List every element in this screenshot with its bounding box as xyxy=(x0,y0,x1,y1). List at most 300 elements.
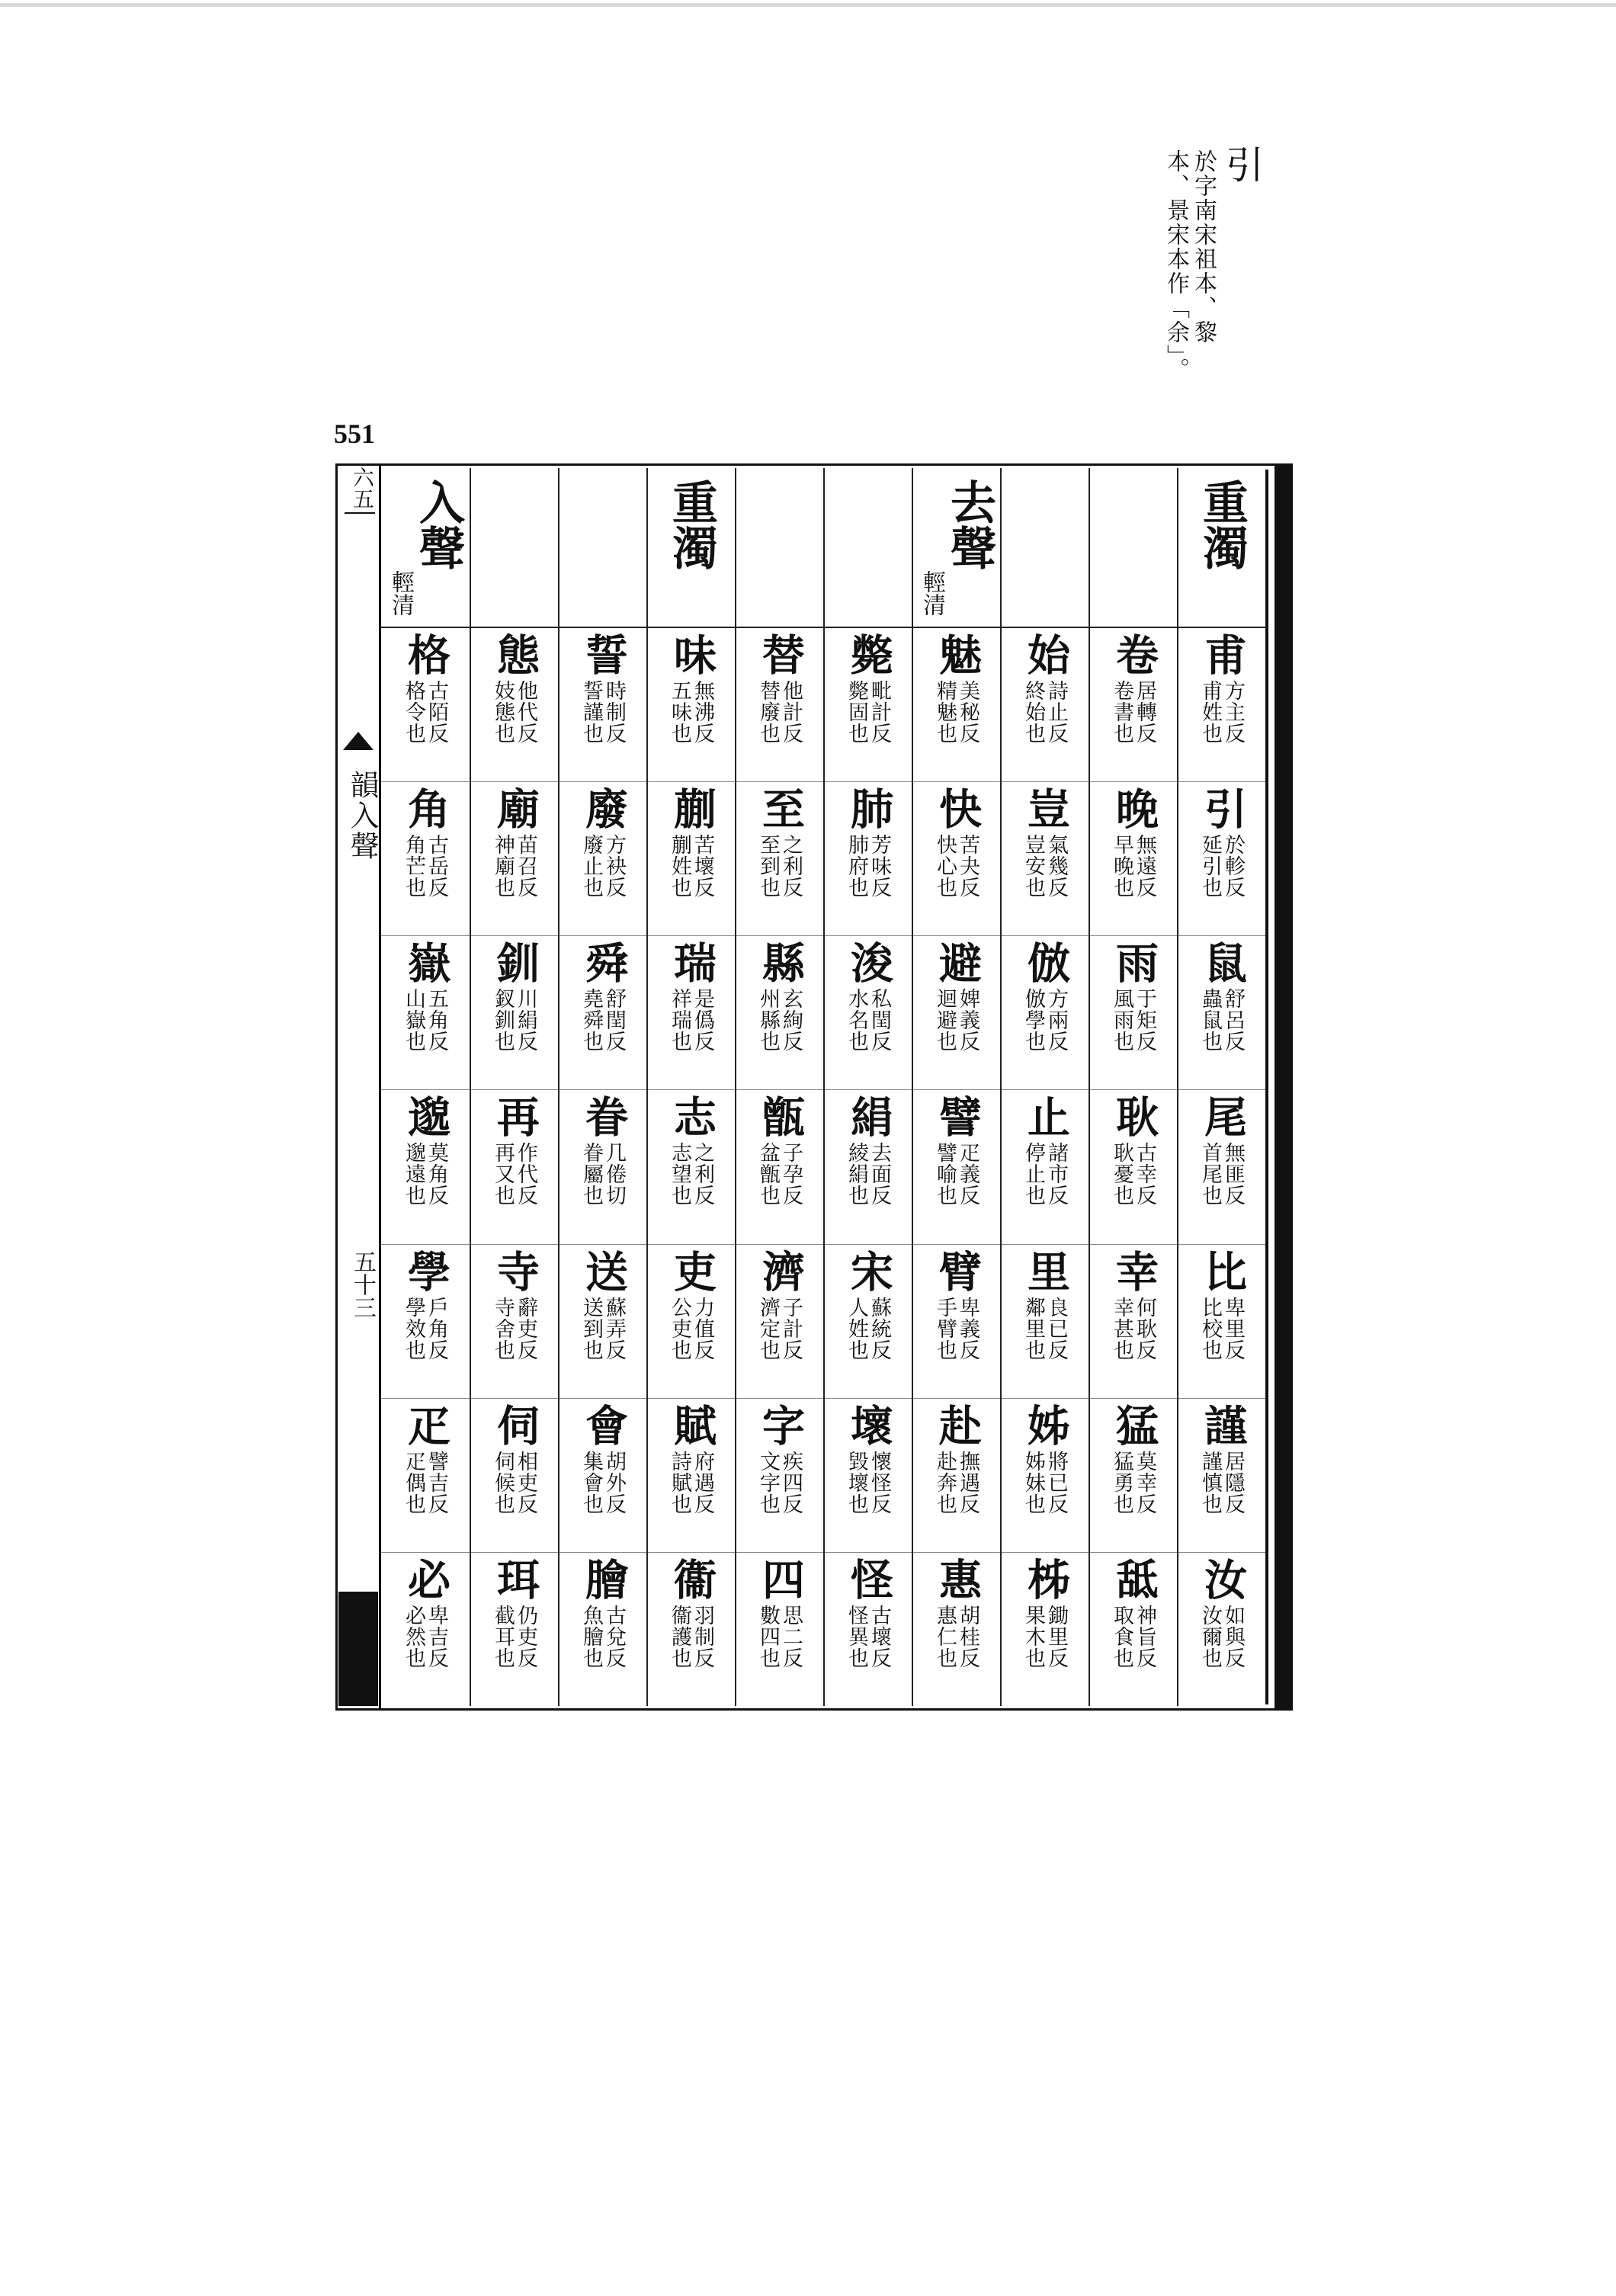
definition: 赴奔也 xyxy=(933,1450,957,1515)
definition: 鄰里也 xyxy=(1021,1296,1045,1361)
dictionary-entry xyxy=(1002,1553,1089,1706)
column-7 xyxy=(646,468,735,1706)
fanqie: 他計反 xyxy=(779,680,803,744)
headword: 里 xyxy=(1021,1249,1071,1292)
fore-edge-folio: 五十三 xyxy=(349,1250,376,1319)
dictionary-entry xyxy=(381,1245,470,1399)
fanqie: 是僞反 xyxy=(691,988,714,1053)
definition: 祥瑞也 xyxy=(668,988,691,1053)
dictionary-entry xyxy=(648,936,735,1090)
fanqie: 私閏反 xyxy=(867,988,891,1053)
dictionary-entry xyxy=(1090,1399,1177,1553)
dictionary-entry xyxy=(913,628,1000,782)
fanqie: 戶角反 xyxy=(425,1296,448,1361)
headword: 疋 xyxy=(401,1403,451,1446)
definition: 延引也 xyxy=(1198,834,1222,899)
fanqie: 如與反 xyxy=(1221,1604,1245,1669)
fanqie: 蘇弄反 xyxy=(602,1296,626,1361)
headword: 謹 xyxy=(1198,1403,1248,1446)
gloss xyxy=(580,1297,624,1361)
dictionary-entry xyxy=(913,1399,1000,1553)
gloss xyxy=(757,1451,801,1515)
definition: 數四也 xyxy=(756,1604,780,1669)
gloss xyxy=(934,680,978,744)
headword: 甫 xyxy=(1198,633,1248,675)
fanqie: 苦夬反 xyxy=(956,834,980,899)
dictionary-entry xyxy=(825,1245,912,1399)
headword: 絹 xyxy=(844,1095,894,1138)
fanqie: 玄絢反 xyxy=(779,988,803,1053)
dictionary-entry xyxy=(825,936,912,1090)
dictionary-entry xyxy=(1090,1553,1177,1706)
fanqie: 蘇統反 xyxy=(867,1296,891,1361)
headword: 怪 xyxy=(844,1557,894,1600)
gloss xyxy=(757,988,801,1052)
fanqie: 古陌反 xyxy=(425,680,448,744)
gloss xyxy=(1111,1451,1155,1515)
fanqie: 毗計反 xyxy=(867,680,891,744)
fanqie: 居轉反 xyxy=(1133,680,1156,744)
gloss xyxy=(580,1605,624,1669)
definition: 山嶽也 xyxy=(402,988,425,1053)
category-subheading: 輕清 xyxy=(387,570,414,616)
fanqie: 懷怪反 xyxy=(867,1450,891,1515)
definition: 邈遠也 xyxy=(402,1142,425,1207)
fanqie: 諸市反 xyxy=(1044,1142,1068,1207)
headword: 快 xyxy=(932,787,983,830)
dictionary-entry xyxy=(736,1090,823,1244)
dictionary-entry xyxy=(560,628,646,782)
fanqie: 無沸反 xyxy=(691,680,714,744)
column-4 xyxy=(912,468,1000,1706)
dictionary-entry xyxy=(1002,628,1089,782)
definition: 豈安也 xyxy=(1021,834,1045,899)
definition: 學效也 xyxy=(402,1296,425,1361)
dictionary-entry xyxy=(471,782,558,936)
headword: 宋 xyxy=(844,1249,894,1292)
gloss xyxy=(934,988,978,1052)
definition: 人姓也 xyxy=(845,1296,868,1361)
gloss xyxy=(402,988,447,1052)
definition: 五味也 xyxy=(668,680,691,744)
fanqie: 疋義反 xyxy=(956,1142,980,1207)
headword: 卷 xyxy=(1109,633,1159,675)
definition: 猛勇也 xyxy=(1110,1450,1133,1515)
gloss xyxy=(757,1605,801,1669)
headword: 始 xyxy=(1021,633,1071,675)
dictionary-entry xyxy=(560,1245,646,1399)
headword: 肺 xyxy=(844,787,894,830)
dictionary-entry xyxy=(471,1245,558,1399)
definition: 耿憂也 xyxy=(1110,1142,1133,1207)
gloss xyxy=(1022,1142,1066,1206)
fanqie: 力值反 xyxy=(691,1296,714,1361)
headword: 珥 xyxy=(490,1557,540,1600)
note-headword: 引 xyxy=(1220,145,1264,183)
headword: 賦 xyxy=(667,1403,717,1446)
fanqie: 他代反 xyxy=(514,680,537,744)
column-5 xyxy=(823,468,912,1706)
headword: 格 xyxy=(401,633,451,675)
definition: 卷書也 xyxy=(1110,680,1133,744)
dictionary-entry xyxy=(648,1245,735,1399)
dictionary-entry xyxy=(471,1090,558,1244)
headword: 替 xyxy=(755,633,806,675)
fanqie: 居隱反 xyxy=(1221,1450,1245,1515)
dictionary-entry xyxy=(825,1090,912,1244)
column-3 xyxy=(1000,468,1089,1706)
headword: 舜 xyxy=(579,941,629,984)
gloss xyxy=(845,680,890,744)
dictionary-entry xyxy=(1090,628,1177,782)
headword: 邈 xyxy=(401,1095,451,1138)
definition: 果木也 xyxy=(1021,1604,1045,1669)
definition: 水名也 xyxy=(845,988,868,1053)
fanqie: 氣幾反 xyxy=(1044,834,1068,899)
tone-heading: 入聲 xyxy=(412,479,465,570)
fanqie: 古幸反 xyxy=(1133,1142,1156,1207)
dictionary-entry xyxy=(736,1399,823,1553)
fanqie: 古兌反 xyxy=(602,1604,626,1669)
headword: 送 xyxy=(579,1249,629,1292)
headword: 引 xyxy=(1198,787,1248,830)
definition: 早晚也 xyxy=(1110,834,1133,899)
dictionary-entry xyxy=(1002,1399,1089,1553)
definition: 怪異也 xyxy=(845,1604,868,1669)
editorial-note xyxy=(1162,145,1264,470)
headword: 釧 xyxy=(490,941,540,984)
headword: 字 xyxy=(755,1403,806,1446)
fanqie: 婢義反 xyxy=(956,988,980,1053)
fanqie: 何耿反 xyxy=(1133,1296,1156,1361)
dictionary-entry xyxy=(1090,936,1177,1090)
gloss xyxy=(402,1605,447,1669)
fanqie: 方袂反 xyxy=(602,834,626,899)
gloss xyxy=(1111,680,1155,744)
definition: 甫姓也 xyxy=(1198,680,1222,744)
definition: 神廟也 xyxy=(491,834,515,899)
fanqie: 美秘反 xyxy=(956,680,980,744)
gloss xyxy=(669,1142,713,1206)
definition: 廢止也 xyxy=(579,834,603,899)
dictionary-entry xyxy=(648,1553,735,1706)
fanqie: 古壞反 xyxy=(867,1604,891,1669)
fanqie: 將已反 xyxy=(1044,1450,1068,1515)
dictionary-entry xyxy=(913,1090,1000,1244)
definition: 倣學也 xyxy=(1021,988,1045,1053)
headword: 志 xyxy=(667,1095,717,1138)
fanqie: 作代反 xyxy=(514,1142,537,1207)
gloss xyxy=(757,1297,801,1361)
definition: 停止也 xyxy=(1021,1142,1045,1207)
fanqie: 方主反 xyxy=(1221,680,1245,744)
fore-edge-black-block xyxy=(338,1592,378,1706)
definition: 幸甚也 xyxy=(1110,1296,1133,1361)
fanqie: 苦壞反 xyxy=(691,834,714,899)
fanqie: 于矩反 xyxy=(1133,988,1156,1053)
glossary-grid xyxy=(381,468,1265,1706)
definition: 公吏也 xyxy=(668,1296,691,1361)
gloss xyxy=(845,988,890,1052)
column-header xyxy=(560,468,646,628)
fanqie: 於軫反 xyxy=(1221,834,1245,899)
dictionary-entry xyxy=(1090,782,1177,936)
gloss xyxy=(845,1142,890,1206)
definition: 誓謹也 xyxy=(579,680,603,744)
dictionary-entry xyxy=(913,1245,1000,1399)
fanqie: 思二反 xyxy=(779,1604,803,1669)
fanqie: 譬吉反 xyxy=(425,1450,448,1515)
gloss xyxy=(1022,1451,1066,1515)
headword: 赴 xyxy=(932,1403,983,1446)
fanqie: 疾四反 xyxy=(779,1450,803,1515)
definition: 迴避也 xyxy=(933,988,957,1053)
definition: 妓態也 xyxy=(491,680,515,744)
dictionary-entry xyxy=(560,1399,646,1553)
headword: 晚 xyxy=(1109,787,1159,830)
fanqie: 之利反 xyxy=(691,1142,714,1207)
dictionary-entry xyxy=(1178,1090,1265,1244)
fanqie: 子計反 xyxy=(779,1296,803,1361)
definition: 毀壞也 xyxy=(845,1450,868,1515)
headword: 耿 xyxy=(1109,1095,1159,1138)
dictionary-entry xyxy=(1090,1090,1177,1244)
definition: 截耳也 xyxy=(491,1604,515,1669)
headword: 瑞 xyxy=(667,941,717,984)
definition: 手臂也 xyxy=(933,1296,957,1361)
gloss xyxy=(1022,680,1066,744)
fanqie: 去面反 xyxy=(867,1142,891,1207)
fanqie: 卑里反 xyxy=(1221,1296,1245,1361)
headword: 臂 xyxy=(932,1249,983,1292)
column-header xyxy=(471,468,558,628)
definition: 必然也 xyxy=(402,1604,425,1669)
definition: 伺候也 xyxy=(491,1450,515,1515)
fanqie: 時制反 xyxy=(602,680,626,744)
dictionary-entry xyxy=(913,782,1000,936)
gloss xyxy=(492,988,536,1052)
headword: 雨 xyxy=(1109,941,1159,984)
dictionary-entry xyxy=(825,782,912,936)
headword: 會 xyxy=(579,1403,629,1446)
definition: 快心也 xyxy=(933,834,957,899)
headword: 學 xyxy=(401,1249,451,1292)
category-subheading: 輕清 xyxy=(919,570,945,616)
column-header xyxy=(825,468,912,628)
fanqie: 舒呂反 xyxy=(1221,988,1245,1053)
dictionary-entry xyxy=(1178,1399,1265,1553)
definition: 姊妹也 xyxy=(1021,1450,1045,1515)
gloss xyxy=(580,988,624,1052)
definition: 惠仁也 xyxy=(933,1604,957,1669)
gloss xyxy=(1022,834,1066,898)
gloss xyxy=(1199,1142,1243,1206)
fore-edge-title: 韻入聲 xyxy=(345,770,379,861)
fanqie: 川絹反 xyxy=(514,988,537,1053)
definition: 格令也 xyxy=(402,680,425,744)
fanqie: 芳味反 xyxy=(867,834,891,899)
headword: 縣 xyxy=(755,941,806,984)
gloss xyxy=(580,680,624,744)
headword: 廟 xyxy=(490,787,540,830)
headword: 鼠 xyxy=(1198,941,1248,984)
fanqie: 神旨反 xyxy=(1133,1604,1156,1669)
headword: 止 xyxy=(1021,1095,1071,1138)
fanqie: 辭吏反 xyxy=(514,1296,537,1361)
dictionary-entry xyxy=(736,782,823,936)
definition: 衞護也 xyxy=(668,1604,691,1669)
headword: 尾 xyxy=(1198,1095,1248,1138)
dictionary-entry xyxy=(825,1553,912,1706)
headword: 廢 xyxy=(579,787,629,830)
headword: 嶽 xyxy=(401,941,451,984)
scan-top-line xyxy=(0,3,1616,7)
gloss xyxy=(492,834,536,898)
fanqie: 舒閏反 xyxy=(602,988,626,1053)
headword: 壞 xyxy=(844,1403,894,1446)
fanqie: 鋤里反 xyxy=(1044,1604,1068,1669)
category-heading: 重濁 xyxy=(665,479,718,570)
column-6 xyxy=(735,468,823,1706)
headword: 浚 xyxy=(844,941,894,984)
dictionary-entry xyxy=(1090,1245,1177,1399)
note-text xyxy=(1163,149,1215,470)
gloss xyxy=(1199,834,1243,898)
fanqie: 卑吉反 xyxy=(425,1604,448,1669)
column-9 xyxy=(470,468,558,1706)
definition: 精魅也 xyxy=(933,680,957,744)
note-line-1: 於字南宋祖本、黎 xyxy=(1190,149,1217,345)
gloss xyxy=(1111,1605,1155,1669)
fanqie: 莫幸反 xyxy=(1133,1450,1156,1515)
dictionary-entry xyxy=(1178,782,1265,936)
gloss xyxy=(1111,834,1155,898)
fanqie: 卑義反 xyxy=(956,1296,980,1361)
dictionary-entry xyxy=(471,936,558,1090)
gloss xyxy=(492,680,536,744)
gloss xyxy=(669,1605,713,1669)
gloss xyxy=(757,1142,801,1206)
gloss xyxy=(1199,1605,1243,1669)
gloss xyxy=(669,1451,713,1515)
dictionary-entry xyxy=(381,1090,470,1244)
definition: 終始也 xyxy=(1021,680,1045,744)
dictionary-entry xyxy=(1178,936,1265,1090)
fanqie: 詩止反 xyxy=(1044,680,1068,744)
gloss xyxy=(934,1142,978,1206)
gloss xyxy=(1199,988,1243,1052)
headword: 角 xyxy=(401,787,451,830)
column-header xyxy=(1090,468,1177,628)
dictionary-entry xyxy=(381,1399,470,1553)
dictionary-entry xyxy=(381,1553,470,1706)
headword: 䑛 xyxy=(1109,1557,1159,1600)
definition: 文字也 xyxy=(756,1450,780,1515)
column-header xyxy=(736,468,823,628)
tone-heading: 去聲 xyxy=(943,479,996,570)
gloss xyxy=(934,834,978,898)
gloss xyxy=(580,834,624,898)
headword: 衞 xyxy=(667,1557,717,1600)
dictionary-entry xyxy=(825,1399,912,1553)
dictionary-entry xyxy=(648,1399,735,1553)
definition: 釵釧也 xyxy=(491,988,515,1053)
gloss xyxy=(1022,1605,1066,1669)
headword: 至 xyxy=(755,787,806,830)
gloss xyxy=(402,834,447,898)
gloss xyxy=(669,988,713,1052)
dictionary-entry xyxy=(736,628,823,782)
definition: 蒯姓也 xyxy=(668,834,691,899)
definition: 綾絹也 xyxy=(845,1142,868,1207)
gloss xyxy=(669,1297,713,1361)
frame-right-inner-rule xyxy=(1265,470,1268,1704)
fanqie: 無遠反 xyxy=(1133,834,1156,899)
column-header xyxy=(1002,468,1089,628)
dictionary-entry xyxy=(1002,1245,1089,1399)
gloss xyxy=(845,1605,890,1669)
column-header xyxy=(1178,468,1265,628)
gloss xyxy=(492,1605,536,1669)
definition: 比校也 xyxy=(1198,1296,1222,1361)
headword: 避 xyxy=(932,941,983,984)
gloss xyxy=(1111,1142,1155,1206)
gloss xyxy=(1199,1297,1243,1361)
definition: 替廢也 xyxy=(756,680,780,744)
definition: 汝爾也 xyxy=(1198,1604,1222,1669)
column-header xyxy=(648,468,735,628)
fanqie: 府遇反 xyxy=(691,1450,714,1515)
gloss xyxy=(580,1142,624,1206)
gloss xyxy=(934,1297,978,1361)
gloss xyxy=(845,834,890,898)
definition: 謹慎也 xyxy=(1198,1450,1222,1515)
gloss xyxy=(1022,988,1066,1052)
gloss xyxy=(580,1451,624,1515)
definition: 斃固也 xyxy=(845,680,868,744)
gloss xyxy=(669,834,713,898)
dictionary-entry xyxy=(471,1399,558,1553)
fanqie: 几倦切 xyxy=(602,1142,626,1207)
fanqie: 方兩反 xyxy=(1044,988,1068,1053)
dictionary-entry xyxy=(736,1553,823,1706)
fanqie: 羽制反 xyxy=(691,1604,714,1669)
headword: 幸 xyxy=(1109,1249,1159,1292)
headword: 寺 xyxy=(490,1249,540,1292)
fanqie: 古岳反 xyxy=(425,834,448,899)
headword: 再 xyxy=(490,1095,540,1138)
gloss xyxy=(845,1451,890,1515)
dictionary-entry xyxy=(648,1090,735,1244)
fanqie: 良已反 xyxy=(1044,1296,1068,1361)
fanqie: 之利反 xyxy=(779,834,803,899)
gloss xyxy=(757,834,801,898)
dictionary-entry xyxy=(381,782,470,936)
fanqie: 五角反 xyxy=(425,988,448,1053)
gloss xyxy=(492,1451,536,1515)
column-header xyxy=(381,468,470,628)
headword: 誓 xyxy=(579,633,629,675)
column-1 xyxy=(1177,468,1265,1706)
dictionary-entry xyxy=(825,628,912,782)
column-8 xyxy=(558,468,646,1706)
definition: 送到也 xyxy=(579,1296,603,1361)
fanqie: 子孕反 xyxy=(779,1142,803,1207)
definition: 詩賦也 xyxy=(668,1450,691,1515)
dictionary-entry xyxy=(1002,936,1089,1090)
fore-edge-column xyxy=(335,463,381,1711)
definition: 角芒也 xyxy=(402,834,425,899)
